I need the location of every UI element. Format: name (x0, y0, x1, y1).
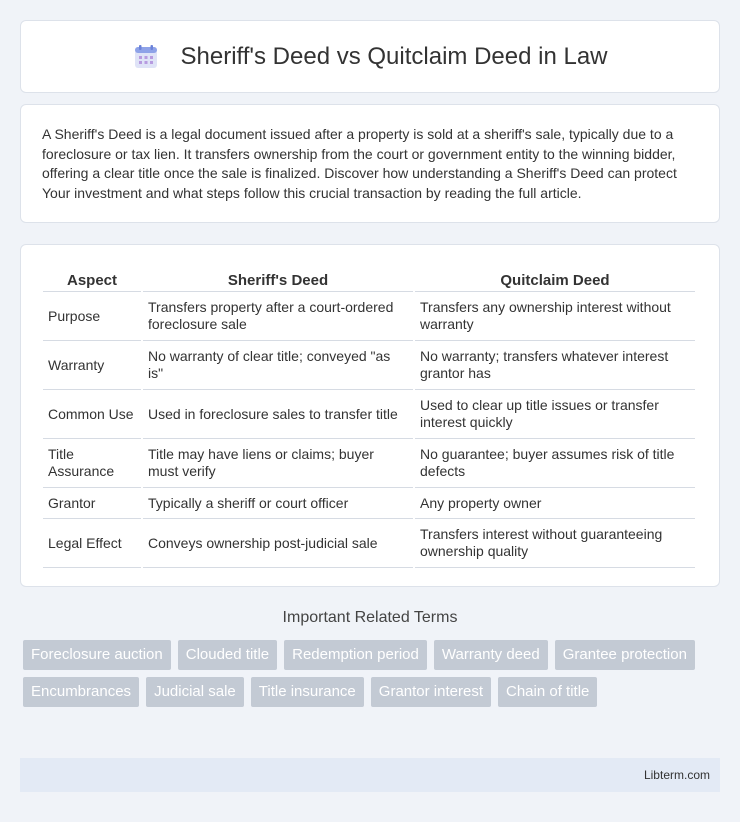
cell-aspect: Grantor (43, 488, 141, 519)
table-row (43, 341, 695, 390)
table-row (43, 292, 695, 341)
table-row (43, 439, 695, 488)
header-aspect: Aspect (43, 265, 141, 292)
footer (20, 758, 720, 792)
cell-sheriffs-deed: No warranty of clear title; conveyed "as is" (143, 341, 413, 390)
term-tag[interactable]: Encumbrances (23, 677, 139, 707)
cell-quitclaim-deed: Any property owner (415, 488, 695, 519)
cell-sheriffs-deed: Typically a sheriff or court officer (143, 488, 413, 519)
cell-quitclaim-deed: Used to clear up title issues or transfer interest quickly (415, 390, 695, 439)
term-tag[interactable]: Title insurance (251, 677, 364, 707)
comparison-card (20, 244, 720, 587)
table-row (43, 390, 695, 439)
term-tag[interactable]: Grantor interest (371, 677, 491, 707)
term-tag[interactable]: Grantee protection (555, 640, 695, 670)
table-row (43, 519, 695, 568)
cell-sheriffs-deed: Transfers property after a court-ordered foreclosure sale (143, 292, 413, 341)
related-terms-title: Important Related Terms (282, 609, 458, 626)
cell-aspect: Common Use (43, 390, 141, 439)
header-quitclaim-deed: Quitclaim Deed (415, 265, 695, 292)
term-tag[interactable]: Chain of title (498, 677, 597, 707)
intro-card (20, 104, 720, 223)
header-sheriffs-deed: Sheriff's Deed (143, 265, 413, 292)
cell-aspect: Purpose (43, 292, 141, 341)
cell-quitclaim-deed: No warranty; transfers whatever interest grantor has (415, 341, 695, 390)
term-tag[interactable]: Foreclosure auction (23, 640, 171, 670)
term-tag[interactable]: Redemption period (284, 640, 427, 670)
cell-sheriffs-deed: Title may have liens or claims; buyer must verify (143, 439, 413, 488)
header-card (20, 20, 720, 93)
related-terms-list (23, 640, 713, 714)
table-row (43, 488, 695, 519)
cell-sheriffs-deed: Used in foreclosure sales to transfer title (143, 390, 413, 439)
table-header-row (43, 265, 695, 292)
page-title: Sheriff's Deed vs Quitclaim Deed in Law (180, 42, 608, 70)
cell-aspect: Title Assurance (43, 439, 141, 488)
cell-quitclaim-deed: Transfers any ownership interest without warranty (415, 292, 695, 341)
term-tag[interactable]: Warranty deed (434, 640, 548, 670)
intro-text: A Sheriff's Deed is a legal document issued after a property is sold at a sheriff's sale, typically due to a foreclosure or tax lien. It transfers ownership from the court or government entity to the winning bidder, offering a clear title once the sale is finalized. Discover how understanding a Sheriff's Deed can protect Your investment and what steps follow this crucial transaction by reading the full article. (42, 126, 677, 201)
term-tag[interactable]: Clouded title (178, 640, 277, 670)
calendar-icon (133, 44, 159, 70)
term-tag[interactable]: Judicial sale (146, 677, 244, 707)
cell-quitclaim-deed: Transfers interest without guaranteeing ownership quality (415, 519, 695, 568)
cell-sheriffs-deed: Conveys ownership post-judicial sale (143, 519, 413, 568)
footer-site-link[interactable]: Libterm.com (643, 768, 710, 782)
cell-quitclaim-deed: No guarantee; buyer assumes risk of title defects (415, 439, 695, 488)
cell-aspect: Legal Effect (43, 519, 141, 568)
cell-aspect: Warranty (43, 341, 141, 390)
comparison-table (41, 265, 697, 568)
